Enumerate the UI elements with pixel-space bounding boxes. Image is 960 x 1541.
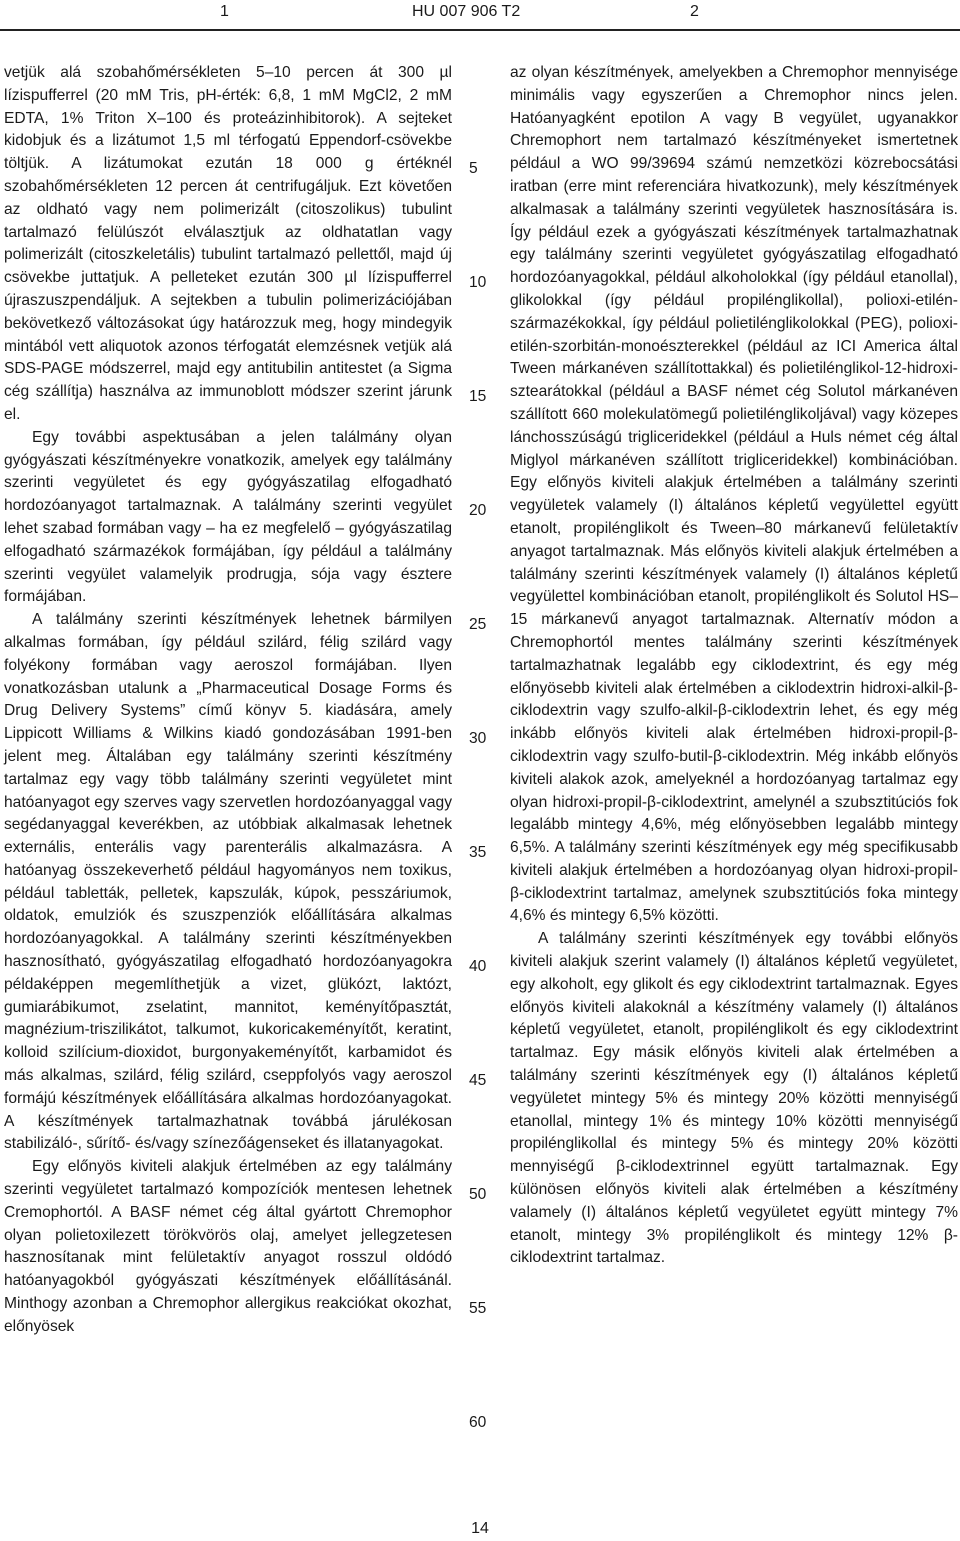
header-right-number: 2 [690,3,699,20]
left-paragraph: Egy előnyös kiviteli alakjuk értelmében az egy találmány szerinti vegyületet tartalmazó kompozíciók mentesen lehetnek Cremophortól. A BASF német cég által gyártott Chremophor olyan polietoxilezett törökvörös olaj, amelyet jellegzetesen hasznosítanak mint felületaktív anyagot rosszul oldódó hatóanyagokból gyógyászati készítmények előállításánál. Minthogy azonban a Chremophor allergikus reakciókat okozhat, előnyösek [4,1158,452,1335]
page-number: 14 [471,1520,489,1537]
line-number: 45 [469,1072,487,1089]
line-number: 55 [469,1300,487,1317]
left-paragraph: Egy további aspektusában a jelen találmány olyan gyógyászati készítményekre vonatkozik, amelyek egy találmány szerinti vegyületet és egy gyógyászatilag elfogadható hordozóanyagot tartalmaznak. A találmány szerinti vegyület lehet szabad formában vagy – ha ez megfelelő – gyógyászatilag elfogadható származékok formájában, így például a találmány szerinti vegyület valamelyik prodrugja, sója vagy észtere formájában. [4,428,452,606]
line-number: 20 [469,502,487,519]
header-rule [0,29,960,31]
line-number: 25 [469,616,487,633]
left-column [4,62,452,1339]
header-left-number: 1 [220,3,229,20]
line-number: 50 [469,1186,487,1203]
header-document-code: HU 007 906 T2 [412,3,521,20]
line-number: 40 [469,958,487,975]
line-number: 35 [469,844,487,861]
line-number: 30 [469,730,487,747]
line-number: 10 [469,274,487,291]
page-header [0,0,960,30]
left-paragraph: A találmány szerinti készítmények lehetnek bármilyen alkalmas formában, így például szilárd, félig szilárd vagy folyékony formában vagy aeroszol formájában. Ilyen vonatkozásban utalunk a „Pharmaceutical Dosage Forms és Drug Delivery Systems” című könyv 5. kiadására, amely Lippicott Williams & Wilkins kiadó gondozásában 1991-ben jelent meg. Általában egy találmány szerinti készítmény tartalmaz egy vagy több találmány szerinti vegyületet mint hatóanyagot egy szerves vagy szervetlen hordozóanyaggal vagy segédanyaggal keverékben, az utóbbiak alkalmasak lehetnek externális, enterális vagy parenterális alkalmazásra. A hatóanyag összekeverhető például hagyományos nem toxikus, például tabletták, pelletek, kapszulák, kúpok, pesszáriumok, oldatok, emulziók és szuszpenziók előállítására alkalmas hordozóanyagokkal. A találmány szerinti készítményekben hasznosítható, gyógyászatilag elfogadható hordozóanyagokra példaképpen megemlíthetjük a vizet, glükózt, laktózt, gumiarábikumot, zselatint, mannitot, keményítőpasztát, magnézium-triszilikátot, talkumot, kukoricakeményítőt, keratint, kolloid szilícium-dioxidot, burgonyakeményítőt, karbamidot és más alkalmas, szilárd, félig szilárd, cseppfolyós vagy aeroszol formájú készítmények előállítására alkalmas hordozóanyagokat. A készítmények tartalmazhatnak továbbá járulékosan stabilizáló-, sűrítő- és/vagy színezőágenseket és illatanyagokat. [4,611,452,1153]
right-paragraph: A találmány szerinti készítmények egy további előnyös kiviteli alakjuk szerint valamely (I) általános képletű vegyületet, egy alkoholt, egy glikolt és egy ciklodextrint tartalmaznak. Egyes előnyös kiviteli alakoknál a készítmény valamely (I) általános képletű vegyületet, etanolt, propilénglikolt és egy ciklodextrint tartalmaz. Egy másik előnyös kiviteli alak értelmében a találmány szerinti készítmények egy (I) általános képletű vegyületet mintegy 5% és mintegy 20% közötti mennyiségű etanollal, mintegy 1% és mintegy 10% közötti mennyiségű propilénglikollal és mintegy 5% és mintegy 20% közötti mennyiségű β-ciklodextrinnel együtt tartalmaznak. Egy különösen előnyös kiviteli alak értelmében a készítmény valamely (I) általános képletű vegyületet együtt mintegy 7% etanolt, mintegy 3% propilénglikolt és mintegy 12% β-ciklodextrint tartalmaz. [510,930,958,1267]
line-number: 15 [469,388,487,405]
line-number: 60 [469,1414,487,1431]
right-paragraph: az olyan készítmények, amelyekben a Chremophor mennyisége minimális vagy egyszerűen a Chremophor nincs jelen. Hatóanyagként epotilon A vagy B vegyület, ugyanakkor Chremophort nem tartalmazó készítményeket ismertetnek például a WO 99/39694 számú nemzetközi közrebocsátási iratban (erre mint referenciára hivatkozunk), mely készítmények alkalmasak a találmány szerinti vegyületek hasznosítására is. Így például ezek a gyógyászati készítmények tartalmazhatnak egy találmány szerinti vegyületet gyógyászatilag elfogadható hordozóanyagokkal, például alkoholokkal (így például etanollal), glikolokkal (így például propilénglikollal), polioxi-etilén-származékokkal, így például polietilénglikolokkal (PEG), polioxi-etilén-szorbitán-monoészterekkel (például az ICI America által Tween márkanéven szállítottakkal) és polietilénglikol-12-hidroxi-sztearátokkal (például a BASF német cég Solutol márkanéven szállított 660 molekulatömegű polietilénglikoljával) vagy közepes lánchosszúságú trigliceridekkel (például a Huls német cég által Miglyol márkanéven szállított trigliceridekkel) kombinációban. Egy előnyös kiviteli alakjuk értelmében a találmány szerinti vegyületek valamely (I) általános képletű vegyülettel együtt etanolt, propilénglikolt és Tween–80 márkanevű felületaktív anyagot tartalmaznak. Más előnyös kiviteli alakjuk értelmében a találmány szerinti készítmények valamely (I) általános képletű vegyülettel kombinációban etanolt, propilénglikolt és Solutol HS–15 márkanevű anyagot tartalmaznak. Alternatív módon a Chremophortól mentes találmány szerinti készítmények tartalmazhatnak legalább egy ciklodextrint, és egy még előnyösebb kiviteli alak értelmében a ciklodextrin hidroxi-alkil-β-ciklodextrin vagy szulfo-alkil-β-ciklodextrin lehet, és egy még inkább előnyös kiviteli alak értelmében hidroxi-propil-β-ciklodextrin vagy szulfo-butil-β-ciklodextrin. Még inkább előnyös kiviteli alakok azok, amelyeknél a hordozóanyag tartalmaz egy olyan hidroxi-propil-β-ciklodextrint, amelynél a szubsztitúciós fok legalább mintegy 4,6%, még előnyösebben legalább mintegy 6,5%. A találmány szerinti készítmények egy még specifikusabb kiviteli alakjuk értelmében a hordozóanyag olyan hidroxi-propil-β-ciklodextrint tartalmaz, amelynek szubsztitúciós foka mintegy 4,6% és mintegy 6,5% közötti. [510,64,958,925]
left-paragraph: vetjük alá szobahőmérsékleten 5–10 percen át 300 µl lízispufferrel (20 mM Tris, pH-érték: 6,8, 1 mM MgCl2, 2 mM EDTA, 1% Triton X–100 és proteázinhibitorok). A sejteket kidobjuk és a lizátumot 1,5 ml térfogatú Eppendorf-csövekbe töltjük. A lizátumokat ezután 18 000 g értéknél szobahőmérsékleten 12 percen át centrifugáljuk. Ezt követően az oldható vagy nem polimerizált (citoszolikus) tubulint tartalmazó felülúszót elválasztjuk az oldhatatlan vagy polimerizált (citoszkeletális) tubulint tartalmazó pellettől, majd új csövekbe juttatjuk. A pelleteket ezután 300 µl lízispufferrel újraszuszpendáljuk. A sejtekben a tubulin polimerizációjában bekövetkező változásokat úgy határozzuk meg, hogy mindegyik mintából vett aliquotok azonos térfogatát elemzésnek vetjük alá SDS-PAGE módszerrel, majd egy antitubilin antitestet (a Sigma cég szállítja) használva az immunoblott módszer szerint járunk el. [4,64,452,423]
line-number: 5 [469,160,478,177]
right-column [510,62,958,1270]
